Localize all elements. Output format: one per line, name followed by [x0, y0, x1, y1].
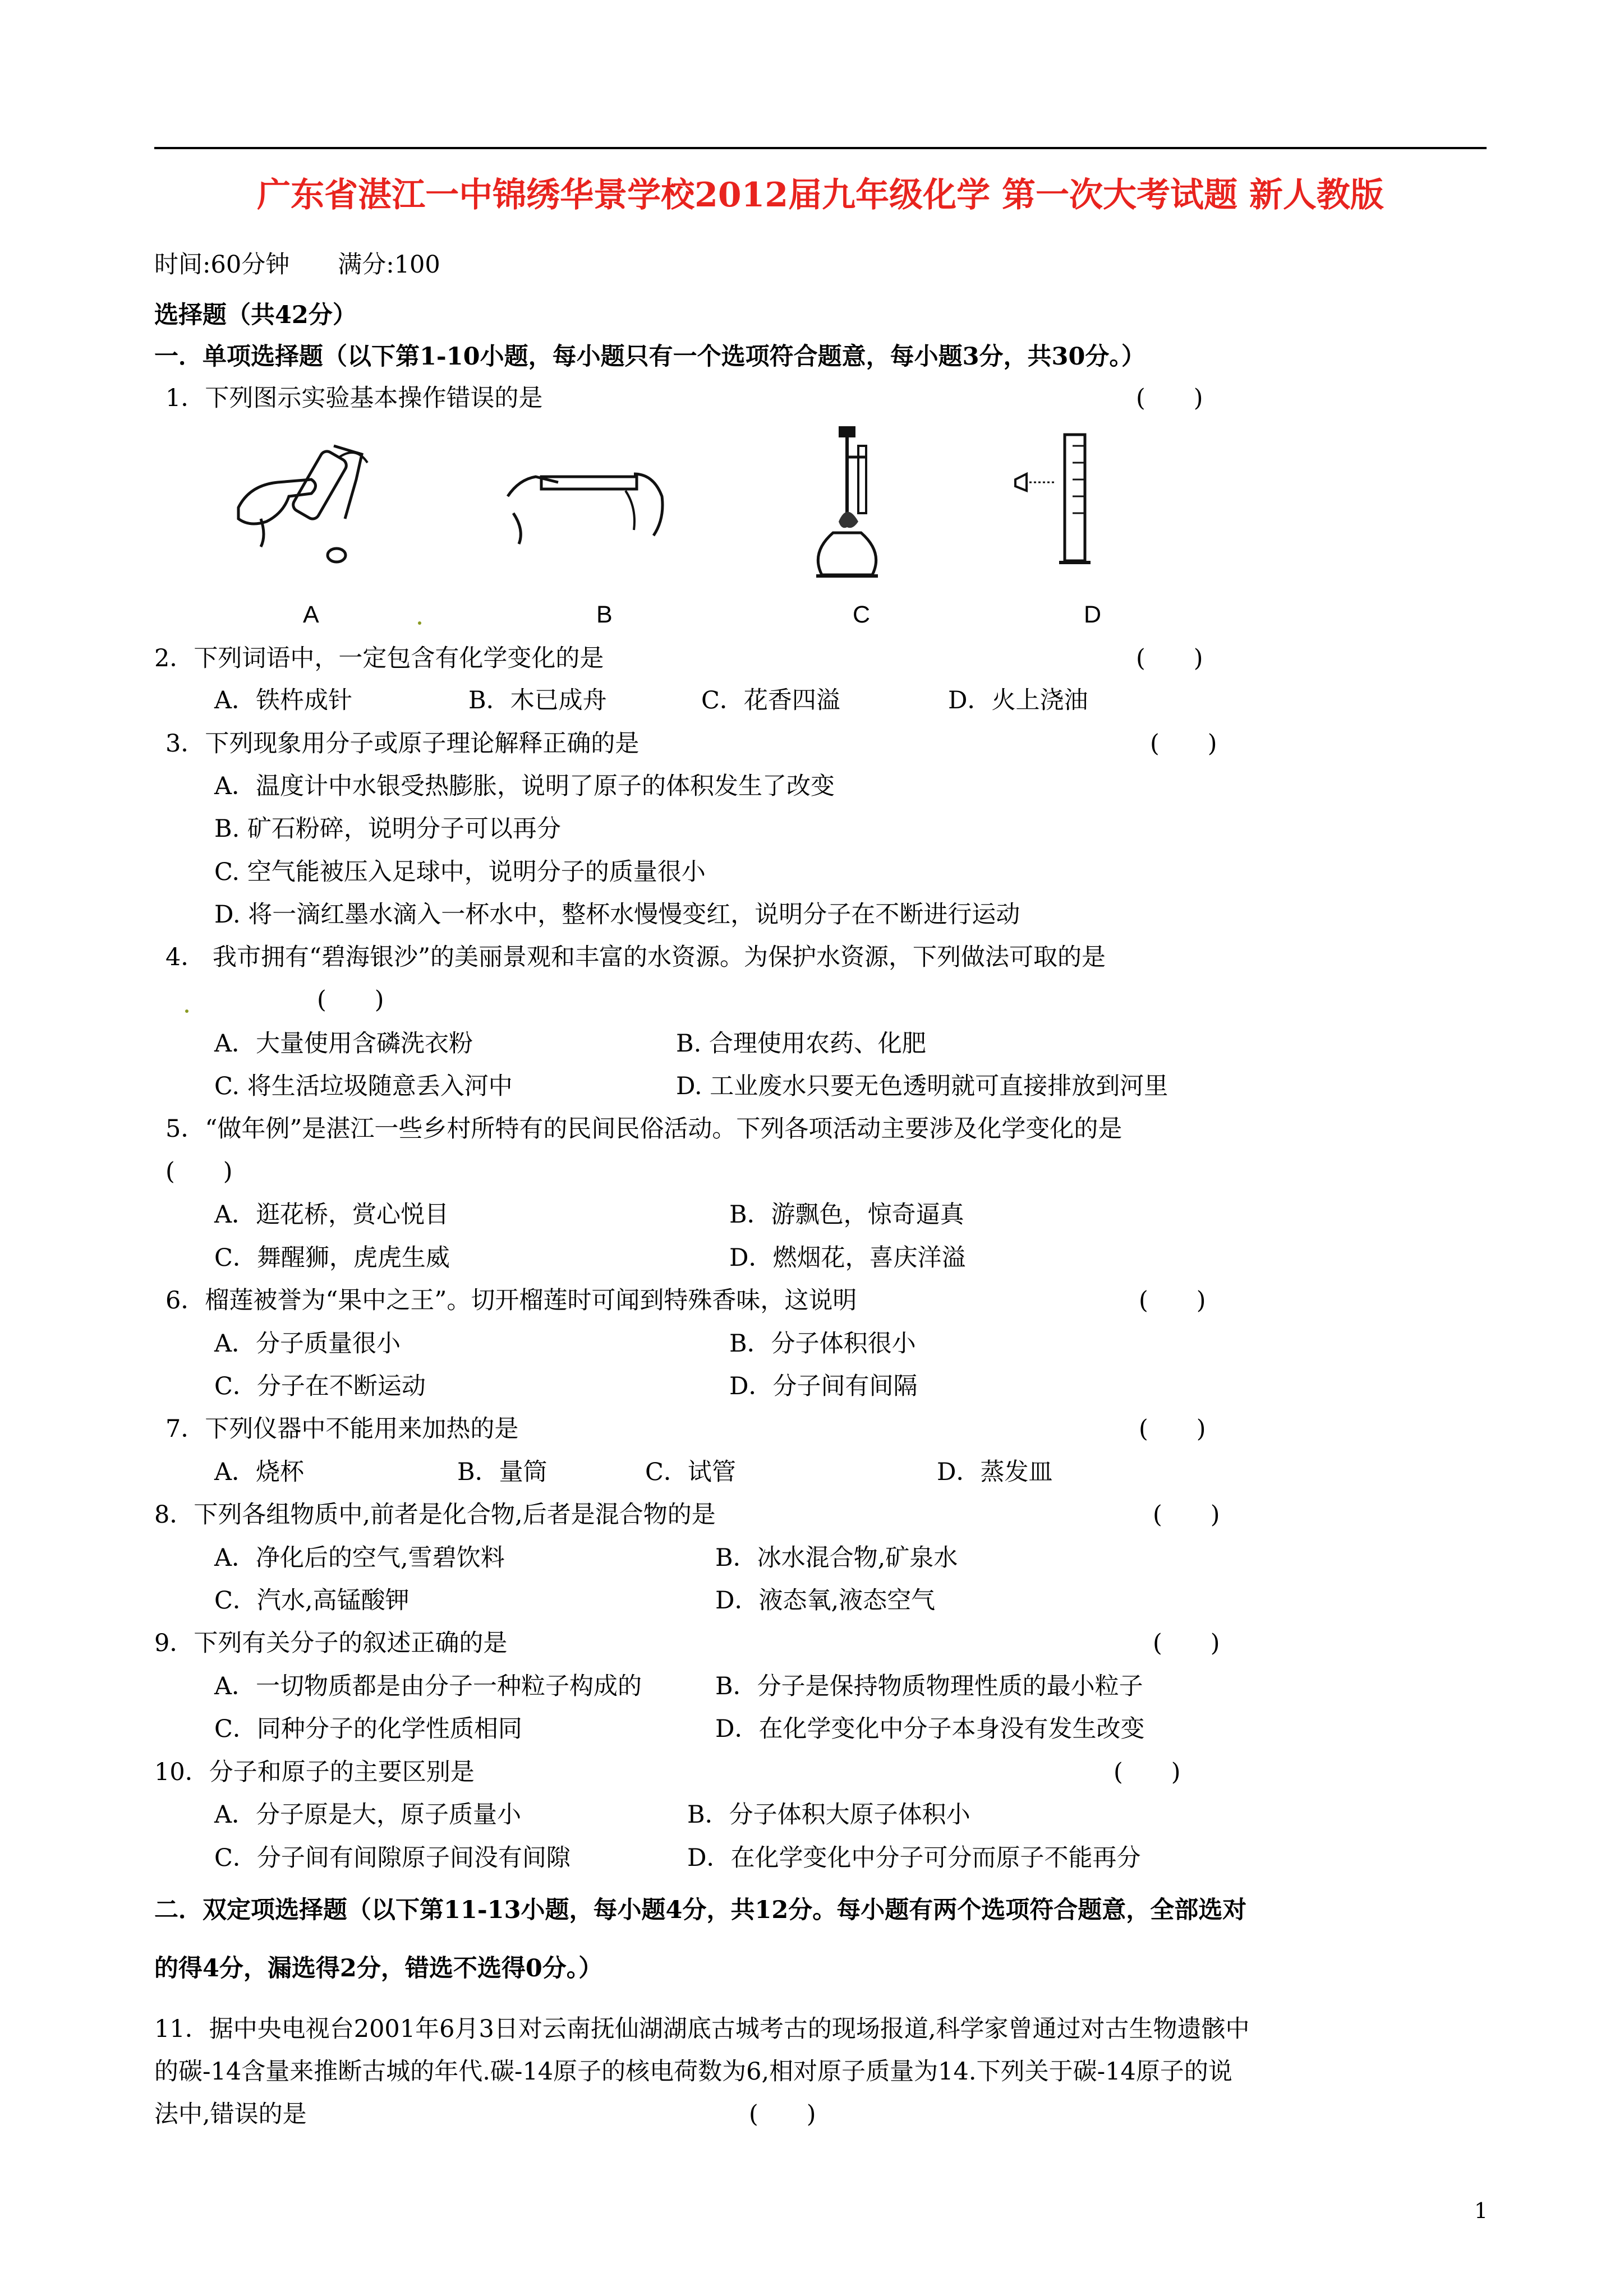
q3-stem: 3．下列现象用分子或原子理论解释正确的是 [165, 730, 640, 758]
part2-heading-line2: 的得4分，漏选得2分，错选不选得0分。） [154, 1954, 603, 1983]
q2-option-d: D．火上浇油 [948, 686, 1088, 714]
q11-stem-line1: 11．据中央电视台2001年6月3日对云南抚仙湖湖底古城考古的现场报道,科学家曾通过对古生物遗骸中 [154, 2015, 1250, 2043]
q9-option-a: A．一切物质都是由分子一种粒子构成的 [214, 1672, 642, 1700]
q9-stem: 9．下列有关分子的叙述正确的是 [154, 1629, 508, 1657]
header-rule [154, 147, 1487, 149]
exam-meta: 时间:60分钟 满分:100 [154, 251, 440, 279]
q10-stem: 10．分子和原子的主要区别是 [154, 1758, 475, 1786]
q10-option-a: A．分子原是大，原子质量小 [214, 1801, 522, 1829]
q3-option-d: D. 将一滴红墨水滴入一杯水中，整杯水慢慢变红，说明分子在不断进行运动 [214, 901, 1020, 929]
q2-option-a: A．铁杵成针 [214, 686, 353, 714]
q5-stem: 5．“做年例”是湛江一些乡村所特有的民间民俗活动。下列各项活动主要涉及化学变化的是 [165, 1115, 1122, 1143]
q4-option-c: C. 将生活垃圾随意丢入河中 [214, 1072, 513, 1100]
q6-option-c: C．分子在不断运动 [214, 1372, 426, 1400]
q8-stem: 8．下列各组物质中,前者是化合物,后者是混合物的是 [154, 1501, 716, 1529]
q4-option-d: D. 工业废水只要无色透明就可直接排放到河里 [676, 1072, 1168, 1100]
page-number: 1 [1474, 2198, 1488, 2223]
q11-answer-blank: ( ) [749, 2100, 816, 2128]
q7-option-a: A．烧杯 [214, 1458, 305, 1486]
part1-heading: 一．单项选择题（以下第1-10小题，每小题只有一个选项符合题意，每小题3分，共30分。） [154, 343, 1145, 371]
q6-answer-blank: ( ) [1139, 1287, 1206, 1315]
q3-option-a: A．温度计中水银受热膨胀，说明了原子的体积发生了改变 [214, 772, 835, 800]
q8-option-c: C．汽水,高锰酸钾 [214, 1587, 410, 1615]
q2-stem: 2．下列词语中，一定包含有化学变化的是 [154, 644, 604, 672]
section-choice-heading: 选择题（共42分） [154, 301, 357, 329]
q7-option-c: C．试管 [645, 1458, 736, 1486]
q6-option-d: D．分子间有间隔 [729, 1372, 918, 1400]
q11-stem-line2: 的碳-14含量来推断古城的年代.碳-14原子的核电荷数为6,相对原子质量为14.下列关于碳-14原子的说 [154, 2058, 1232, 2086]
q7-option-b: B．量筒 [457, 1458, 548, 1486]
q4-option-b: B. 合理使用农药、化肥 [676, 1030, 926, 1058]
q2-option-b: B．木已成舟 [468, 686, 607, 714]
q5-option-d: D．燃烟花，喜庆洋溢 [729, 1244, 966, 1272]
q6-option-a: A．分子质量很小 [214, 1330, 401, 1358]
q4-answer-blank: ( ) [317, 986, 384, 1014]
figure-label-d: D [1084, 601, 1102, 628]
q11-stem-line3: 法中,错误的是 [154, 2100, 307, 2128]
figure-d-graduated-cylinder-icon [1010, 423, 1099, 575]
speck [418, 621, 421, 625]
figure-label-c: C [853, 601, 871, 628]
figure-label-a: A [303, 601, 319, 628]
q3-option-b: B. 矿石粉碎，说明分子可以再分 [214, 815, 561, 843]
q6-stem: 6．榴莲被誉为“果中之王”。切开榴莲时可闻到特殊香味，这说明 [165, 1287, 857, 1315]
q7-option-d: D．蒸发皿 [937, 1458, 1053, 1486]
q2-answer-blank: ( ) [1136, 644, 1203, 672]
figure-a-pouring-icon [227, 423, 373, 575]
q7-answer-blank: ( ) [1139, 1415, 1206, 1443]
q3-option-c: C. 空气能被压入足球中，说明分子的质量很小 [214, 858, 706, 886]
q9-option-d: D．在化学变化中分子本身没有发生改变 [715, 1715, 1145, 1743]
part2-heading-line1: 二．双定项选择题（以下第11-13小题，每小题4分，共12分。每小题有两个选项符合题意，全部选对 [154, 1896, 1247, 1924]
figure-b-test-tube-icon [502, 423, 670, 552]
q6-option-b: B．分子体积很小 [729, 1330, 916, 1358]
q8-option-d: D．液态氧,液态空气 [715, 1587, 936, 1615]
q8-option-b: B．冰水混合物,矿泉水 [715, 1544, 958, 1572]
q10-answer-blank: ( ) [1114, 1758, 1181, 1786]
q9-option-b: B．分子是保持物质物理性质的最小粒子 [715, 1672, 1143, 1700]
speck [185, 1009, 188, 1013]
q9-option-c: C．同种分子的化学性质相同 [214, 1715, 522, 1743]
q10-option-c: C．分子间有间隙原子间没有间隙 [214, 1844, 571, 1872]
q3-answer-blank: ( ) [1150, 730, 1217, 758]
q5-option-b: B．游飘色，惊奇逼真 [729, 1201, 964, 1229]
exam-title: 广东省湛江一中锦绣华景学校2012届九年级化学 第一次大考试题 新人教版 [257, 176, 1384, 215]
q8-option-a: A．净化后的空气,雪碧饮料 [214, 1544, 505, 1572]
q5-option-a: A．逛花桥，赏心悦目 [214, 1201, 449, 1229]
q9-answer-blank: ( ) [1153, 1629, 1220, 1657]
q5-option-c: C．舞醒狮，虎虎生威 [214, 1244, 450, 1272]
q2-option-c: C．花香四溢 [701, 686, 840, 714]
figure-label-b: B [596, 601, 613, 628]
q4-stem: 4． 我市拥有“碧海银沙”的美丽景观和丰富的水资源。为保护水资源，下列做法可取的是 [165, 943, 1106, 971]
q7-stem: 7．下列仪器中不能用来加热的是 [165, 1415, 519, 1443]
q10-option-d: D．在化学变化中分子可分而原子不能再分 [687, 1844, 1141, 1872]
q1-answer-blank: ( ) [1136, 384, 1203, 412]
figure-c-heating-stand-icon [805, 423, 900, 580]
q10-option-b: B．分子体积大原子体积小 [687, 1801, 970, 1829]
q1-stem: 1．下列图示实验基本操作错误的是 [165, 384, 543, 412]
q5-answer-blank: ( ) [165, 1158, 233, 1186]
q4-option-a: A．大量使用含磷洗衣粉 [214, 1030, 473, 1058]
q8-answer-blank: ( ) [1153, 1501, 1220, 1529]
